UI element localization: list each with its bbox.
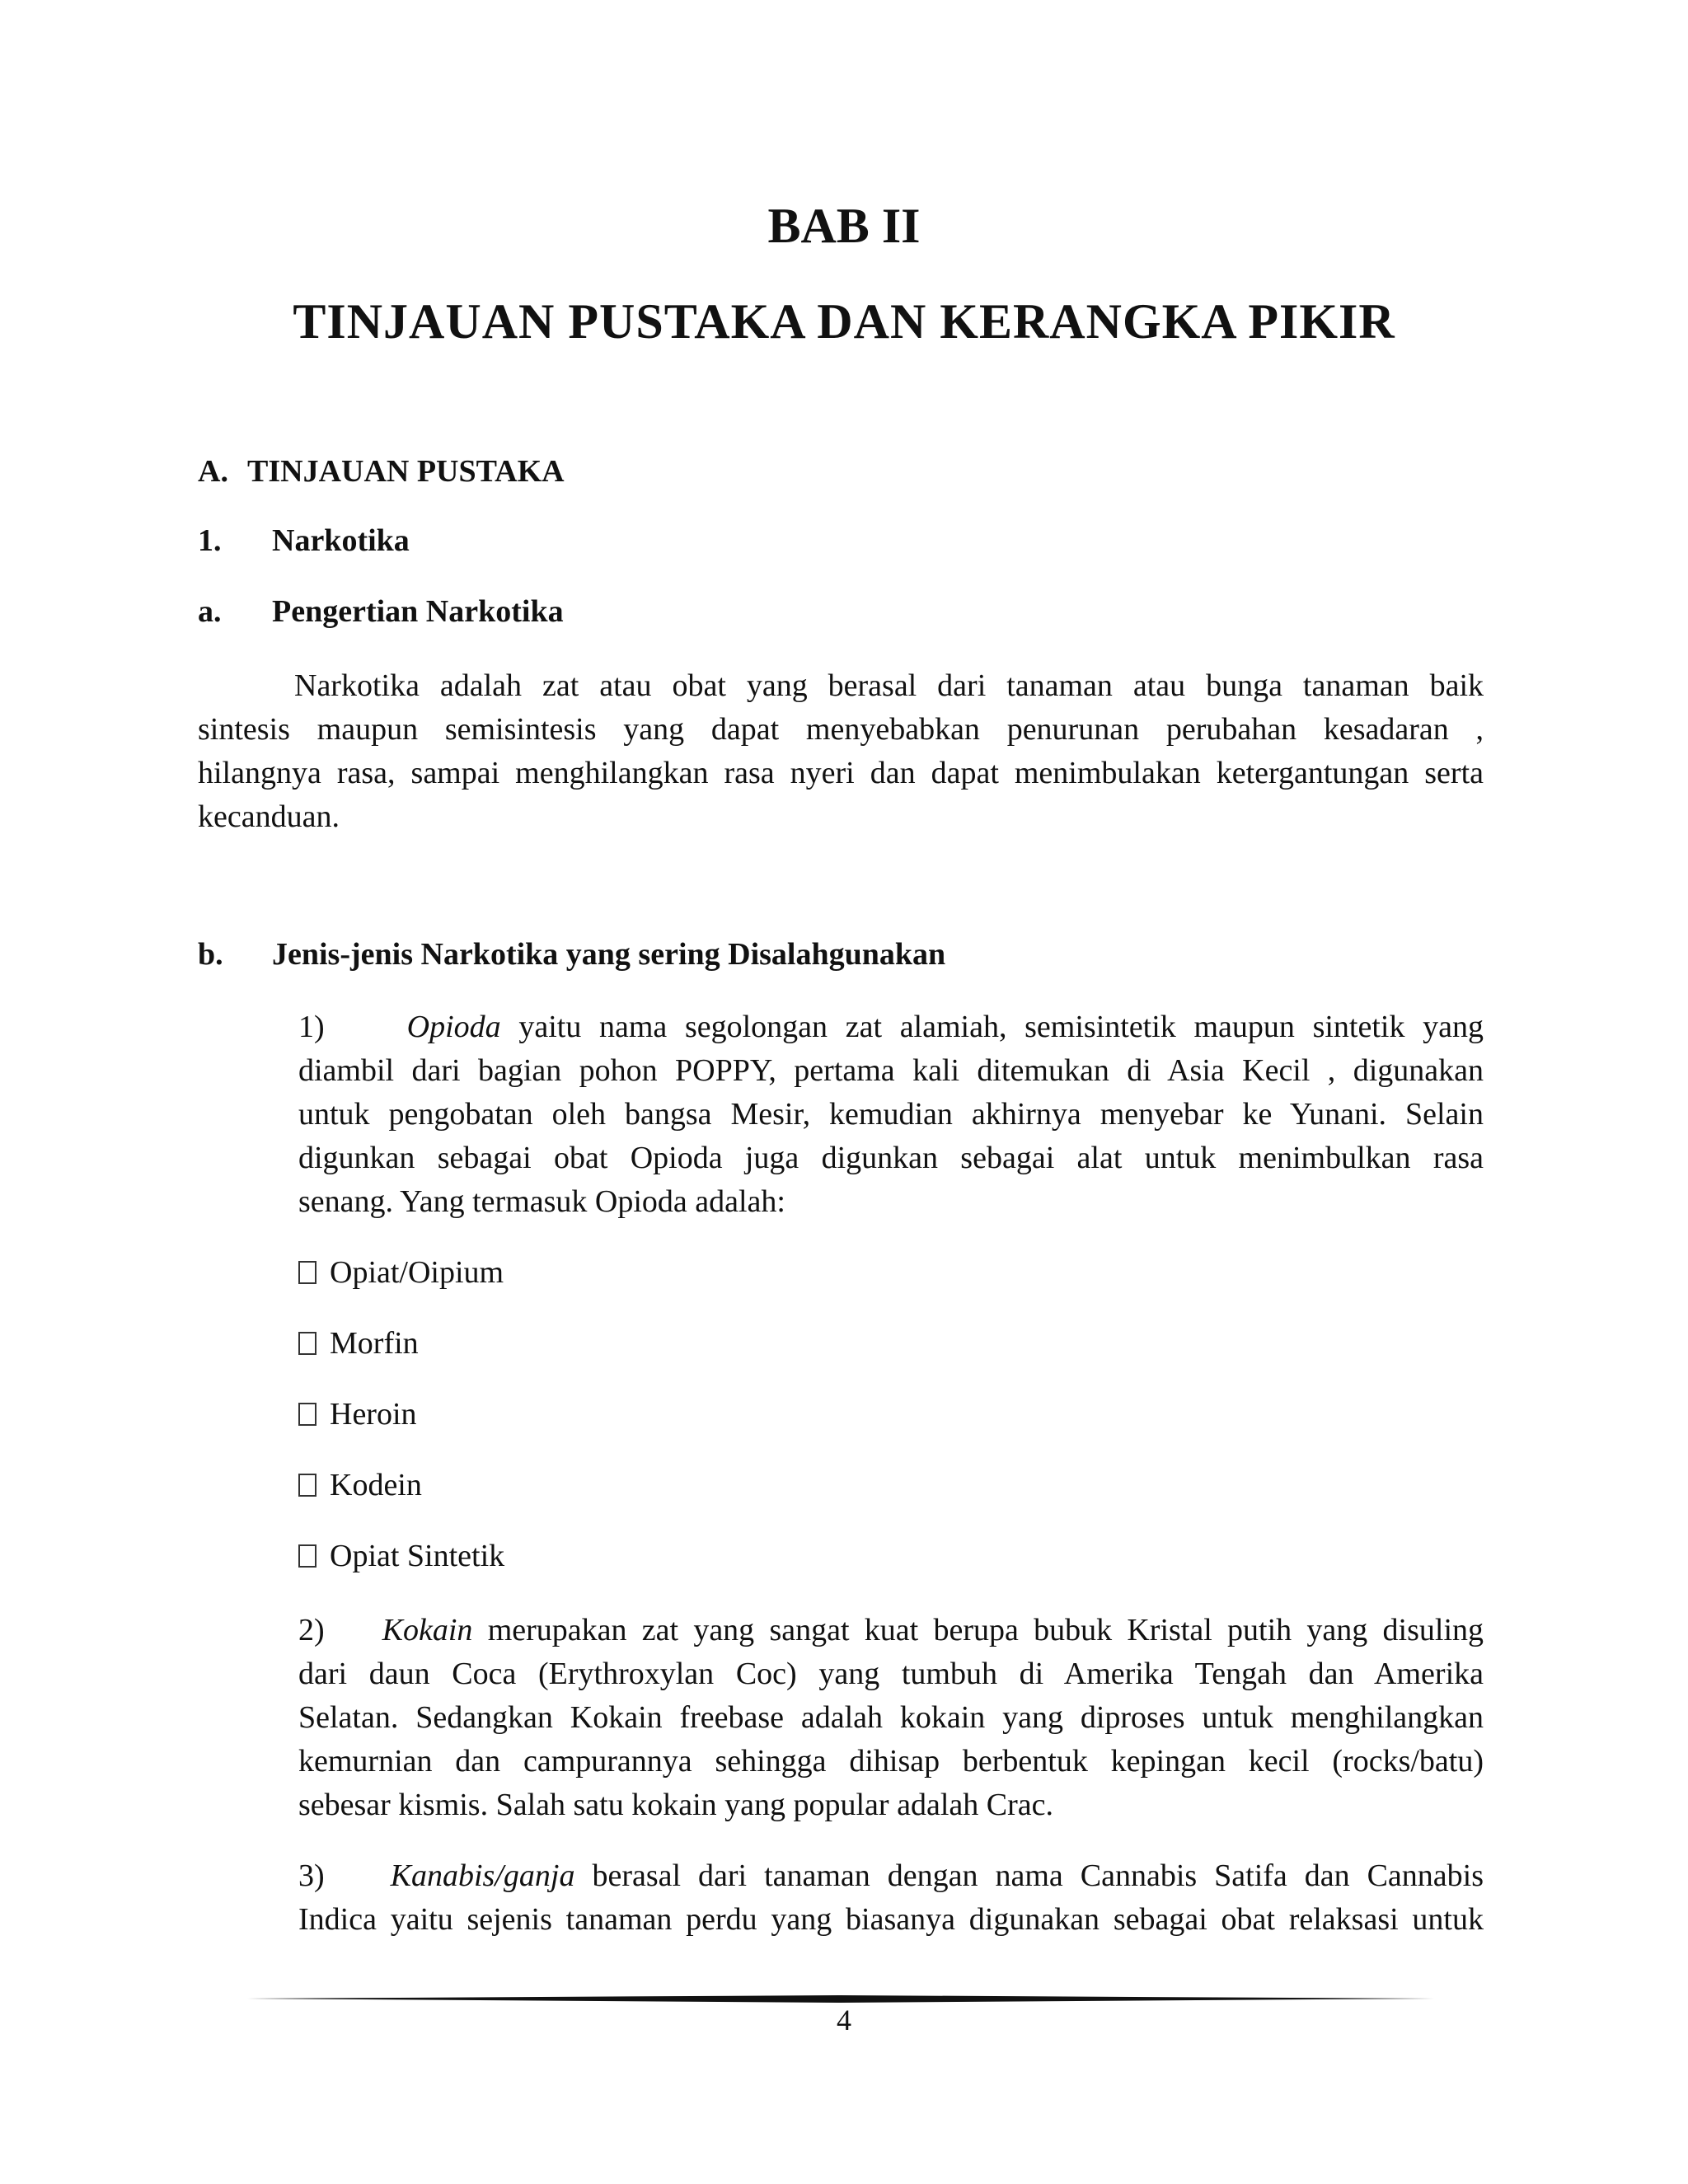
item-term: Kanabis/ganja [390, 1858, 575, 1893]
item-number: 1) [298, 1010, 325, 1044]
item-number: 2) [298, 1613, 325, 1647]
item-kanabis [298, 1854, 1484, 1942]
item-line: kemurnian dan campurannya sehingga dihisap berbentuk kepingan kecil (rocks/batu) [298, 1744, 1484, 1779]
chapter-number: BAB II [767, 199, 921, 253]
list-item: Morfin [298, 1325, 419, 1361]
item-line: senang. Yang termasuk Opioda adalah: [298, 1184, 785, 1219]
section-a-title: TINJAUAN PUSTAKA [247, 454, 565, 489]
paragraph-pengertian [198, 664, 1484, 839]
item-line: Selatan. Sedangkan Kokain freebase adalah kokain yang diproses untuk menghilangkan [298, 1700, 1484, 1735]
item-line: Indica yaitu sejenis tanaman perdu yang biasanya digunakan sebagai obat relaksasi untuk [298, 1902, 1484, 1937]
chapter-title: TINJAUAN PUSTAKA DAN KERANGKA PIKIR [293, 294, 1395, 349]
section-1b-title: Jenis-jenis Narkotika yang sering Disalahgunakan [272, 937, 946, 972]
item-line: digunkan sebagai obat Opioda juga digunkan sebagai alat untuk menimbulkan rasa [298, 1141, 1484, 1175]
heading-section-1 [198, 523, 410, 559]
checkbox-bullet-icon [298, 1403, 316, 1426]
item-line: untuk pengobatan oleh bangsa Mesir, kemudian akhirnya menyebar ke Yunani. Selain [298, 1097, 1484, 1132]
list-item: Opiat Sintetik [298, 1538, 504, 1574]
item-text: merupakan zat yang sangat kuat berupa bubuk Kristal putih yang disuling [487, 1613, 1484, 1647]
checkbox-bullet-icon [298, 1544, 316, 1568]
section-1a-title: Pengertian Narkotika [272, 594, 564, 629]
paragraph-line: Narkotika adalah zat atau obat yang berasal dari tanaman atau bunga tanaman baik [294, 668, 1484, 703]
section-1-title: Narkotika [272, 523, 410, 558]
list-item: Opiat/Oipium [298, 1254, 504, 1291]
paragraph-line: sintesis maupun semisintesis yang dapat menyebabkan penurunan perubahan kesadaran , [198, 712, 1484, 747]
item-line: sebesar kismis. Salah satu kokain yang popular adalah Crac. [298, 1788, 1053, 1822]
checkbox-bullet-icon [298, 1474, 316, 1497]
item-kokain [298, 1609, 1484, 1827]
item-first-line [298, 1609, 1484, 1652]
list-item: Heroin [298, 1396, 417, 1432]
item-number: 3) [298, 1858, 325, 1893]
page-number: 4 [837, 2004, 851, 2036]
heading-section-1b [198, 936, 945, 972]
paragraph-line: kecanduan. [198, 799, 340, 834]
heading-section-a [198, 453, 565, 490]
section-1-label: 1. [198, 523, 222, 558]
section-1a-label: a. [198, 594, 222, 629]
section-1b-label: b. [198, 937, 223, 972]
item-line: dari daun Coca (Erythroxylan Coc) yang tumbuh di Amerika Tengah dan Amerika [298, 1657, 1484, 1691]
paragraph-line: hilangnya rasa, sampai menghilangkan rasa nyeri dan dapat menimbulakan ketergantungan serta [198, 756, 1484, 790]
item-first-line [298, 1005, 1484, 1049]
item-term: Kokain [382, 1613, 473, 1647]
checkbox-bullet-icon [298, 1332, 316, 1355]
section-a-label: A. [198, 454, 228, 489]
item-line: diambil dari bagian pohon POPPY, pertama kali ditemukan di Asia Kecil , digunakan [298, 1053, 1484, 1088]
item-text: yaitu nama segolongan zat alamiah, semisintetik maupun sintetik yang [518, 1010, 1484, 1044]
item-term: Opioda [406, 1010, 501, 1044]
item-first-line [298, 1854, 1484, 1898]
list-item: Kodein [298, 1467, 422, 1503]
checkbox-bullet-icon [298, 1261, 316, 1284]
heading-section-1a [198, 593, 564, 630]
item-text: berasal dari tanaman dengan nama Cannabis Satifa dan Cannabis [592, 1858, 1484, 1893]
item-opioda [298, 1005, 1484, 1224]
